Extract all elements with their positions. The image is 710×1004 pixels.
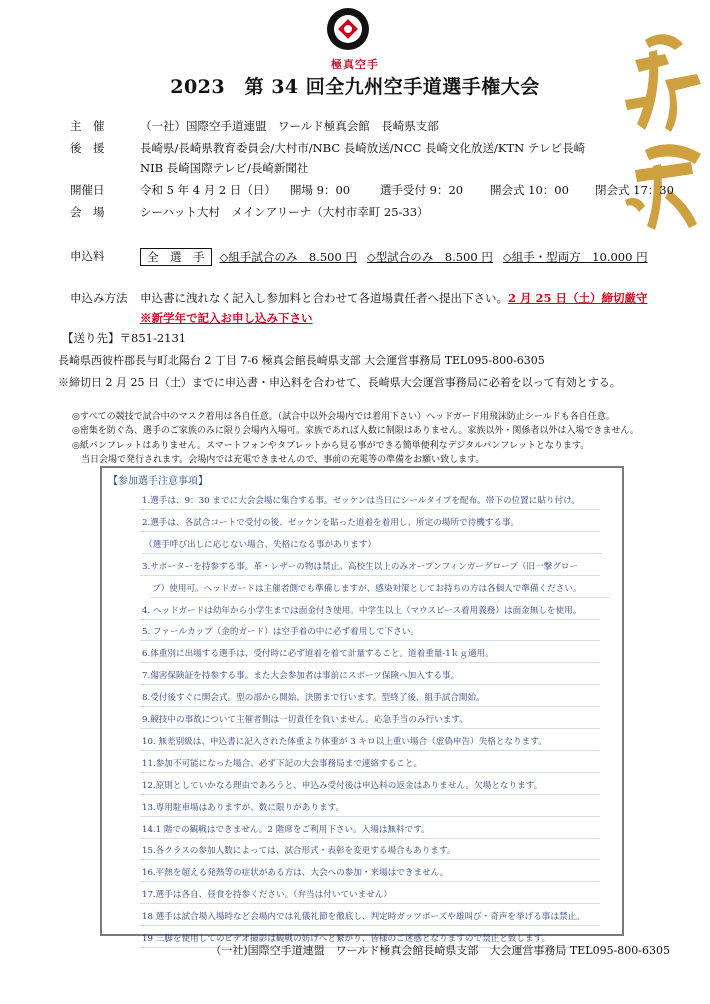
rule-item: 4. ヘッドガードは幼年から小学生までは面金付き使用。中学生以上（マウスピース着用義務）は面金無しを使用。 <box>142 604 581 616</box>
support-value-1: 長崎県/長崎県教育委員会/大村市/NBC 長崎放送/NCC 長崎文化放送/KTN テレビ長崎 <box>140 141 586 155</box>
open-time: 開場 9：00 <box>290 183 351 197</box>
rule-underline <box>140 509 600 510</box>
opening-time: 開会式 10：00 <box>490 183 569 197</box>
rule-item: 19 三脚を使用してのビデオ撮影は観戦の妨げへと繋がり、皆様のご迷惑となりますので禁止と致します。 <box>142 932 550 944</box>
fee-kumite: ◇組手試合のみ 8.500 円 <box>219 250 357 264</box>
rule-underline <box>140 794 600 795</box>
rule-item: ブ）使用可。ヘッドガードは主催者側でも準備しますが、感染対策としてお持ちの方は各個人で準備ください。 <box>152 582 582 594</box>
rule-item: 3.サポーターを持参する事。革・レザーの物は禁止。高校生以上のみオープンフィンガーグローブ（旧一撃グロー <box>142 560 578 572</box>
kyokushin-kanku-icon <box>325 6 371 52</box>
date-value: 令和 5 年 4 月 2 日（日） <box>140 183 276 197</box>
rule-item: 7.傷害保険証を持参する事。また大会参加者は事前にスポーツ保険へ加入する事。 <box>142 669 459 681</box>
support-label: 後 援 <box>70 141 105 155</box>
address-text: 長崎県西彼杵郡長与町北陽台 2 丁目 7-6 極真会館長崎県支部 大会運営事務局 TEL095-800-6305 <box>58 354 545 367</box>
rule-item: 6.体重別に出場する選手は、受付時に必ず道着を着て計量すること。道着重量-1ｋｇ適用。 <box>142 647 494 659</box>
calligraphy-artwork <box>605 20 710 240</box>
notice-list <box>72 410 672 468</box>
rules-title: 【参加選手注意事項】 <box>108 476 208 487</box>
application-label: 申込み方法 <box>70 291 128 305</box>
rule-underline <box>140 816 600 817</box>
rule-item: 11.参加不可能になった場合、必ず下記の大会事務局まで連絡すること。 <box>142 757 422 769</box>
rule-item: 15.各クラスの参加人数によっては、試合形式・表彰を変更する場合もあります。 <box>142 844 456 856</box>
rule-item: 10. 無差別級は、申込書に記入された体重より体重が 3 キロ以上重い場合（虚偽申告）失格となります。 <box>142 735 547 747</box>
venue-value: シーハット大村 メインアリーナ（大村市幸町 25-33） <box>140 205 429 219</box>
deadline-note: ※締切日 2 月 25 日（土）までに申込書・申込料を合わせて、長崎県大会運営事務局に必着を以って有効とする。 <box>58 376 621 389</box>
rule-underline <box>140 575 600 576</box>
org-name: 極真空手 <box>331 58 379 71</box>
fee-all-players: 全 選 手 <box>140 248 212 266</box>
deadline-text: 2 月 25 日（土）締切厳守 <box>508 291 648 305</box>
rule-item: 8.受付後すぐに開会式。型の部から開始、決勝まで行います。型終了後、組手試合開始。 <box>142 691 485 703</box>
fee-both: ◇組手・型両方 10.000 円 <box>502 250 648 264</box>
rule-underline <box>140 640 600 641</box>
rule-underline <box>140 903 600 904</box>
rule-item: 18 選手は試合場入場時など会場内では礼儀礼節を徹底し、判定時ガッツポーズや雄叫び・奇声を挙げる事は禁止。 <box>142 910 585 922</box>
rule-underline <box>140 619 600 620</box>
page-title: 2023 第 34 回全九州空手道選手権大会 <box>170 76 540 98</box>
address-row <box>58 352 545 368</box>
application-text: 申込書に洩れなく記入し参加料と合わせて各道場責任者へ提出下さい。 <box>140 291 508 305</box>
postal-code: 〒851-2131 <box>119 331 187 345</box>
application-text-wrap <box>140 290 648 306</box>
rule-underline <box>140 531 600 532</box>
organizer-value: （一社）国際空手道連盟 ワールド極真会館 長崎県支部 <box>140 119 439 133</box>
footer-contact: （一社)国際空手道連盟 ワールド極真会館長崎県支部 大会運営事務局 TEL095-800-6305 <box>210 944 670 957</box>
rule-item: 5. ファールカップ（金的ガード）は空手着の中に必ず着用して下さい。 <box>142 625 419 637</box>
deadline-note-row <box>58 374 621 390</box>
rule-item: 13.専用駐車場はありますが、数に限りがあります。 <box>142 801 344 813</box>
rule-item: 17.選手は各自、昼食を持参ください。（弁当は付いていません） <box>142 888 392 900</box>
rule-item: 2.選手は、各試合コートで受付の後、ゼッケンを貼った道着を着用し、所定の場所で待機する事。 <box>142 516 519 528</box>
notice-item: ◎密集を防ぐ為、選手のご家族のみに限り会場内入場可。家族であれば人数に制限はありません。家族以外・関係者以外は入場できません。 <box>72 426 639 437</box>
notice-item: 当日会場で発行されます。会場内では充電できませんので、事前の充電等の準備をお願い致します。 <box>72 455 485 466</box>
rule-underline <box>140 750 600 751</box>
rule-underline <box>140 706 600 707</box>
rule-item: 12.原則としていかなる理由であろうと、申込み受付後は申込料の返金はありません。欠場となります。 <box>142 779 542 791</box>
reception-time: 選手受付 9：20 <box>380 183 464 197</box>
rule-underline <box>140 859 600 860</box>
fee-values <box>140 248 658 266</box>
rule-underline <box>140 925 600 926</box>
venue-label: 会 場 <box>70 205 105 219</box>
rule-underline <box>142 553 602 554</box>
rule-item: 16.平熱を超える発熱等の症状がある方は、大会への参加・来場はできません。 <box>142 866 448 878</box>
rule-underline <box>140 772 600 773</box>
send-label: 【送り先】 <box>62 331 120 345</box>
rule-item: 9.競技中の事故について主催者側は一切責任を負いません。応急手当のみ行います。 <box>142 713 468 725</box>
notice-item: ◎すべての競技で試合中のマスク着用は各自任意。（試合中以外会場内では着用下さい）ヘッドガード用飛沫防止シールドも各自任意。 <box>72 412 615 422</box>
new-year-note: ※新学年で記入お申し込み下さい <box>140 311 313 325</box>
rule-underline <box>150 597 610 598</box>
support-value-2: NIB 長崎国際テレビ/長崎新聞社 <box>140 161 309 175</box>
notice-item: ◎紙パンフレットはありません。スマートフォンやタブレットから見る事ができる簡単便利なデジタルパンフレットとなります。 <box>72 440 590 451</box>
rule-underline <box>140 838 600 839</box>
rule-underline <box>140 662 600 663</box>
send-to-row <box>62 330 186 346</box>
fee-kata: ◇型試合のみ 8.500 円 <box>366 250 493 264</box>
rules-box <box>100 466 624 944</box>
rule-underline <box>140 881 600 882</box>
rule-underline <box>140 728 600 729</box>
organizer-label: 主 催 <box>70 119 105 133</box>
date-label: 開催日 <box>70 183 105 197</box>
rule-item: 14.1 階での観戦はできません。2 階席をご利用下さい。入場は無料です。 <box>142 823 430 835</box>
fee-label: 申込料 <box>70 249 105 263</box>
rule-underline <box>140 684 600 685</box>
rule-item: （選手呼び出しに応じない場合、失格になる事があります） <box>144 538 376 550</box>
closing-time: 閉会式 17：30 <box>595 183 674 197</box>
rule-item: 1.選手は、9：30 までに大会会場に集合する事。ゼッケンは当日にシールタイプを配布。帯下の位置に貼り付け。 <box>142 494 580 506</box>
